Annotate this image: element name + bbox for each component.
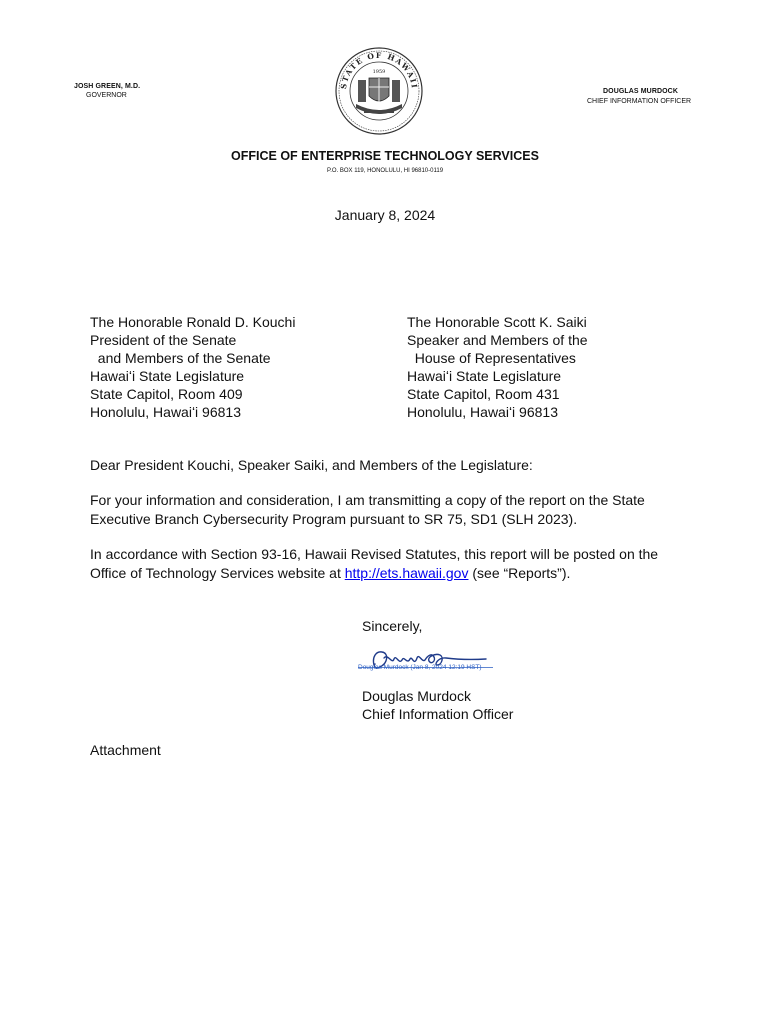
state-seal-icon [334,46,424,136]
letter-date: January 8, 2024 [334,207,436,223]
governor-name: JOSH GREEN, M.D. [74,83,141,90]
address-line: Honolulu, Hawaiʻi 96813 [407,404,558,420]
office-name: OFFICE OF ENTERPRISE TECHNOLOGY SERVICES [231,149,539,163]
address-line: President of the Senate [90,332,237,348]
address-line: State Capitol, Room 409 [90,386,243,402]
address-line: and Members of the Senate [90,350,271,366]
body-paragraph-1: For your information and consideration, I am transmitting a copy of the report on the State Executive Branch Cybersecurity Program pursuant to SR 75, SD1 (SLH 2023). [90,492,645,527]
governor-title: GOVERNOR [86,92,127,99]
address-line: Hawaiʻi State Legislature [407,368,562,384]
paragraph-2-text-start: In accordance with Section 93-16, Hawaii Revised Statutes, this report will be posted on the Office of Technology Services website at [90,546,659,581]
address-line: Honolulu, Hawaiʻi 96813 [90,404,241,420]
paragraph-2-text-end: (see “Reports”). [468,565,571,581]
signer-name: Douglas Murdock [362,688,471,704]
body-paragraph-2 [90,545,688,583]
closing: Sincerely, [362,618,423,634]
salutation: Dear President Kouchi, Speaker Saiki, and Members of the Legislature: [90,457,533,473]
signature [358,643,498,677]
recipient-right-address [407,313,588,421]
address-line: House of Representatives [407,350,576,366]
po-box: P.O. BOX 119, HONOLULU, HI 96810-0119 [326,168,444,174]
seal-year: 1959 [372,69,386,75]
seal-text: STATE OF HAWAII [338,50,420,90]
signer-title: Chief Information Officer [362,706,514,722]
cio-title: CHIEF INFORMATION OFFICER [587,98,692,105]
address-line: Speaker and Members of the [407,332,588,348]
address-line: The Honorable Scott K. Saiki [407,314,587,330]
signature-timestamp: Douglas Murdock (Jan 8, 2024 12:19 HST) [358,664,482,671]
recipient-left-address [90,313,295,421]
address-line: The Honorable Ronald D. Kouchi [90,314,296,330]
address-line: State Capitol, Room 431 [407,386,560,402]
ets-website-link[interactable]: http://ets.hawaii.gov [344,565,469,581]
cio-name: DOUGLAS MURDOCK [603,88,678,95]
address-line: Hawaiʻi State Legislature [90,368,245,384]
attachment-label: Attachment [90,742,161,758]
handwritten-signature-icon [358,643,498,677]
